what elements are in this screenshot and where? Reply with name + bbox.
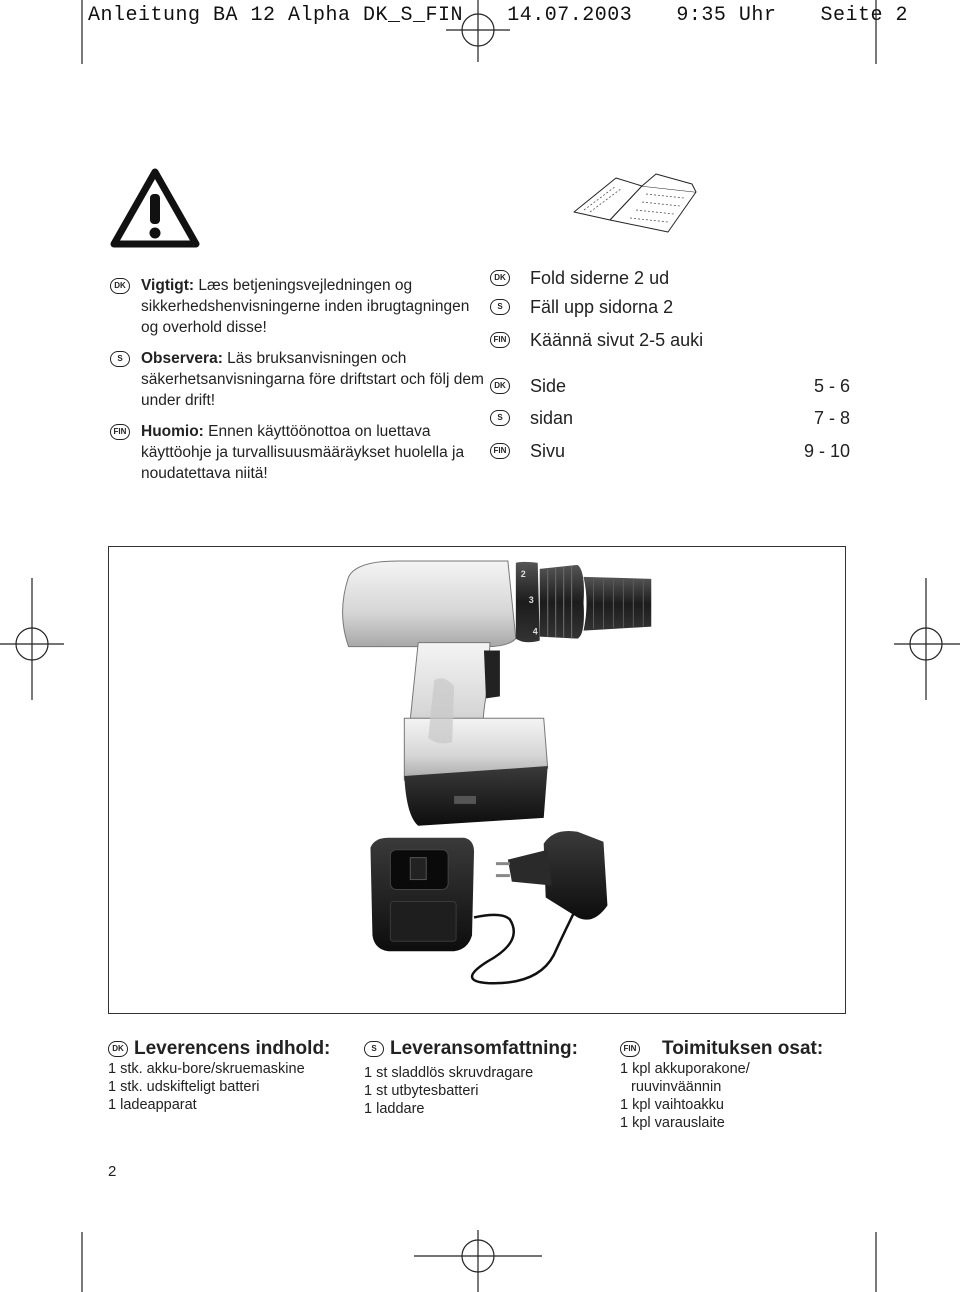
print-slug-header (88, 4, 908, 27)
list-item: 1 kpl vaihtoakku (620, 1097, 724, 1113)
list-item: 1 st sladdlös skruvdragare (364, 1065, 534, 1081)
list-item: 1 laddare (364, 1101, 425, 1117)
lang-badge-s: S (490, 410, 510, 426)
fold-text: Käännä sivut 2-5 auki (530, 329, 704, 350)
fold-row-dk (490, 266, 850, 290)
page-number: 2 (108, 1163, 117, 1180)
list-item: 1 stk. udskifteligt batteri (108, 1079, 260, 1095)
fold-row-s (490, 295, 850, 319)
notice-text: Läs bruksanvisningen och säkerhetsanvisningarna före driftstart och följ dem under drift! (141, 350, 484, 409)
list-item: 1 kpl akkuporakone/ (620, 1061, 750, 1077)
pageref-pages: 9 - 10 (803, 440, 850, 461)
fold-row-fin (490, 328, 850, 352)
lang-badge-s: S (110, 351, 130, 367)
list-item: 1 stk. akku-bore/skruemaskine (108, 1061, 305, 1077)
notice-text: Læs betjeningsvejledningen og sikkerhedshenvisningerne inden ibrugtagningen og overhold disse! (141, 277, 470, 336)
notice-label: Observera: (141, 350, 223, 367)
lang-badge-s: S (364, 1041, 384, 1057)
contents-heading (364, 1038, 614, 1060)
contents-heading (108, 1038, 358, 1060)
safety-notices (110, 275, 490, 494)
pageref-row-s (490, 406, 850, 430)
pageref-label: Sivu (530, 440, 566, 461)
contents-heading-text: Toimituksen osat: (662, 1038, 824, 1059)
notice-text: Ennen käyttöönottoa on luettava käyttöohje ja turvallisuusmääräykset huolella ja noudatettava niitä! (141, 423, 465, 482)
chuck-number: 2 (520, 568, 526, 579)
contents-heading (620, 1038, 860, 1060)
pageref-row-fin (490, 439, 850, 463)
slug-date: 14.07.2003 (507, 4, 633, 27)
product-photo (108, 546, 846, 1014)
list-item: 1 kpl varauslaite (620, 1115, 725, 1131)
lang-badge-fin: FIN (110, 424, 130, 440)
notice-label: Huomio: (141, 423, 204, 440)
lang-badge-dk: DK (110, 278, 130, 294)
contents-heading-text: Leverencens indhold: (134, 1038, 331, 1059)
lang-badge-dk: DK (490, 378, 510, 394)
slug-time: 9:35 Uhr (676, 4, 777, 27)
folded-booklet-icon (572, 172, 698, 234)
chuck-number: 3 (528, 594, 534, 605)
pageref-label: Side (530, 375, 567, 396)
pageref-pages: 5 - 6 (813, 375, 850, 396)
lang-badge-fin: FIN (620, 1041, 640, 1057)
list-item: 1 ladeapparat (108, 1097, 197, 1113)
lang-badge-dk: DK (108, 1041, 128, 1057)
slug-title: Anleitung BA 12 Alpha DK_S_FIN (88, 4, 464, 27)
contents-s (364, 1038, 614, 1118)
list-item: ruuvinväännin (631, 1079, 722, 1095)
contents-fin (620, 1038, 860, 1132)
contents-dk (108, 1038, 358, 1114)
slug-page: Seite 2 (820, 4, 908, 27)
warning-triangle-icon (110, 168, 200, 248)
notice-label: Vigtigt: (141, 277, 195, 294)
notice-dk (110, 275, 490, 338)
contents-heading-text: Leveransomfattning: (390, 1038, 578, 1059)
lang-badge-s: S (490, 299, 510, 315)
list-item: 1 st utbytesbatteri (364, 1083, 479, 1099)
pageref-row-dk (490, 374, 850, 398)
lang-badge-fin: FIN (490, 443, 510, 459)
fold-text: Fold siderne 2 ud (530, 267, 670, 288)
cordless-drill-with-battery-and-charger-image (109, 547, 845, 1013)
pageref-label: sidan (530, 407, 574, 428)
pageref-pages: 7 - 8 (813, 407, 850, 428)
notice-fin (110, 421, 490, 484)
fold-text: Fäll upp sidorna 2 (530, 296, 674, 317)
chuck-number: 4 (532, 626, 538, 637)
notice-s (110, 348, 490, 411)
lang-badge-fin: FIN (490, 332, 510, 348)
lang-badge-dk: DK (490, 270, 510, 286)
